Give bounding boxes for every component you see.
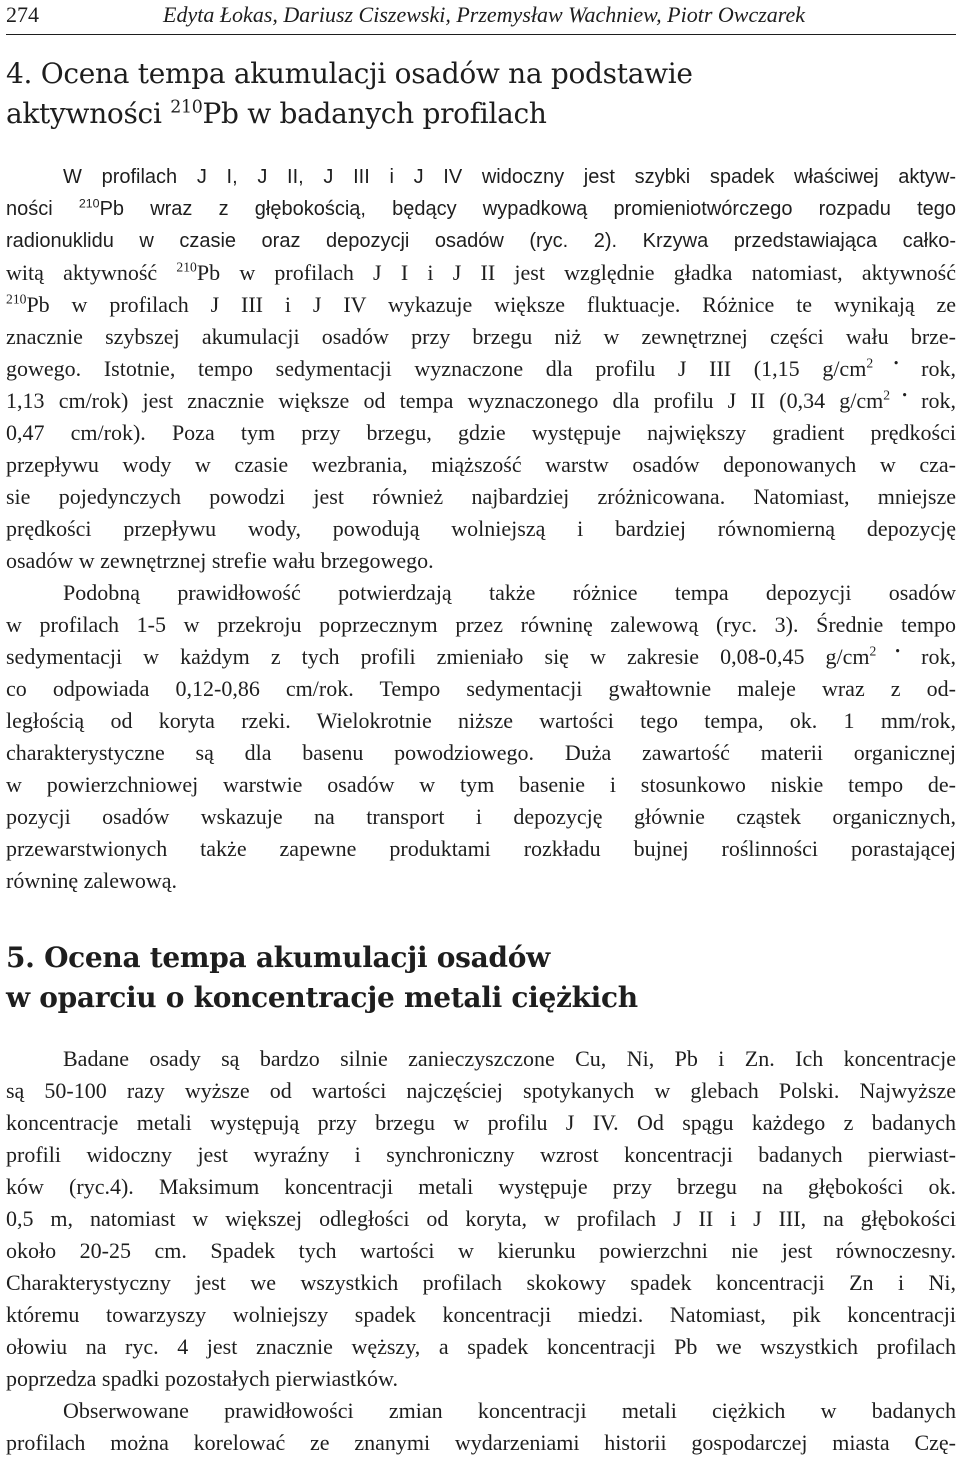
text-line: osadów w zewnętrznej strefie wału brzegowego. <box>6 548 434 573</box>
text-line: ołowiu na ryc. 4 jest znacznie węższy, a spadek koncentracji Pb we wszystkich profilach <box>6 1334 956 1359</box>
section-4-title-line-2-pre: aktywności <box>6 97 171 130</box>
running-header <box>6 0 956 30</box>
running-header-authors: Edyta Łokas, Dariusz Ciszewski, Przemysław Wachniew, Piotr Owczarek <box>163 2 806 27</box>
section-4-title-line-2-post: Pb w badanych profilach <box>202 97 547 130</box>
section-4-title-sup: 210 <box>170 97 203 118</box>
text-line: prędkości przepływu wody, powodują wolniejszą i bardziej równomierną depozycję <box>6 516 956 541</box>
text-line: profilach można korelować ze znanymi wydarzeniami historii gospodarczej miasta Czę- <box>6 1430 956 1455</box>
text-line: Badane osady są bardzo silnie zanieczyszczone Cu, Ni, Pb i Zn. Ich koncentracje <box>63 1046 956 1071</box>
text-line: Charakterystyczny jest we wszystkich profilach skokowy spadek koncentracji Zn i Ni, <box>6 1270 956 1295</box>
text-line: 1,13 cm/rok) jest znacznie większe od tempa wyznaczonego dla profilu J II (0,34 $g/cm^{2 •}$ rok, <box>6 387 956 413</box>
text-line: w profilach 1-5 w przekroju poprzecznym przez równinę zalewową (ryc. 3). Średnie tempo <box>6 612 956 637</box>
header-rule <box>6 34 956 35</box>
text-line: 0,5 m, natomiast w większej odległości od koryta, w profilach J II i J III, na głębokości <box>6 1206 956 1231</box>
text-line: W profilach J I, J II, J III i J IV widoczny jest szybki spadek właściwej aktyw- <box>63 166 956 188</box>
text-line: profili widoczny jest wyraźny i synchroniczny wzrost koncentracji badanych pierwiast- <box>6 1142 956 1167</box>
text-line: ległością od koryta rzeki. Wielokrotnie niższe wartości tego tempa, ok. 1 mm/rok, <box>6 708 956 733</box>
text-line: przepływu wody w czasie wezbrania, miąższość warstw osadów deponowanych w cza- <box>6 452 956 477</box>
text-line: znacznie szybszej akumulacji osadów przy brzegu niż w zewnętrznej części wału brze- <box>6 324 956 349</box>
text-line: Podobną prawidłowość potwierdzają także różnice tempa depozycji osadów <box>63 580 956 605</box>
text-line: gowego. Istotnie, tempo sedymentacji wyznaczone dla profilu J III (1,15 $g/cm^{2 •}$ rok, <box>6 355 956 381</box>
document-page <box>6 0 956 1466</box>
text-line: radionuklidu w czasie oraz depozycji osadów (ryc. 2). Krzywa przedstawiająca całko- <box>6 230 956 252</box>
text-line: $^{210}$Pb w profilach J III i J IV wykazuje większe fluktuacje. Różnice te wynikają ze <box>6 291 956 317</box>
text-line: ności $^{210}$Pb wraz z głębokością, będący wypadkową promieniotwórczego rozpadu tego <box>6 196 957 220</box>
text-line: przewarstwionych także zapewne produktami rozkładu bujnej roślinności porastającej <box>6 836 956 861</box>
text-line: są 50-100 razy wyższe od wartości najczęściej spotykanych w glebach Polski. Najwyższe <box>6 1078 956 1103</box>
text-line: co odpowiada 0,12-0,86 cm/rok. Tempo sedymentacji gwałtownie maleje wraz z od- <box>6 676 956 701</box>
page-number: 274 <box>6 2 39 27</box>
text-line: 0,47 cm/rok). Poza tym przy brzegu, gdzie występuje największy gradient prędkości <box>6 420 956 445</box>
text-line: równinę zalewową. <box>6 868 178 893</box>
text-line: sie pojedynczych powodzi jest również najbardziej zróżnicowana. Natomiast, mniejsze <box>6 484 956 509</box>
section-5-title-line-2: w oparciu o koncentracje metali ciężkich <box>6 981 638 1014</box>
text-line: witą aktywność $^{210}$Pb w profilach J I i J II jest względnie gładka natomiast, aktywność <box>6 259 956 285</box>
text-line: koncentracje metali występują przy brzegu w profilu J IV. Od spągu każdego z badanych <box>6 1110 956 1135</box>
text-line: któremu towarzyszy wolniejszy spadek koncentracji miedzi. Natomiast, pik koncentracji <box>6 1302 956 1327</box>
text-line: Obserwowane prawidłowości zmian koncentracji metali ciężkich w badanych <box>63 1398 956 1423</box>
text-line: pozycji osadów wskazuje na transport i depozycję głównie cząstek organicznych, <box>6 804 956 829</box>
text-line: ków (ryc.4). Maksimum koncentracji metali występuje przy brzegu na głębokości ok. <box>6 1174 956 1199</box>
section-4-title-line-1: 4. Ocena tempa akumulacji osadów na podstawie <box>6 57 693 90</box>
text-line: sedymentacji w każdym z tych profili zmieniało się w zakresie 0,08-0,45 $g/cm^{2 •}$ rok, <box>6 643 956 669</box>
text-line: w powierzchniowej warstwie osadów w tym basenie i stosunkowo niskie tempo de- <box>6 772 956 797</box>
text-line: charakterystyczne są dla basenu powodziowego. Duża zawartość materii organicznej <box>6 740 956 765</box>
section-4-title <box>6 54 693 134</box>
section-5-title <box>6 938 638 1018</box>
text-line: poprzedza spadki pozostałych pierwiastków. <box>6 1366 399 1391</box>
text-line: około 20-25 cm. Spadek tych wartości w kierunku powierzchni nie jest równoczesny. <box>6 1238 956 1263</box>
section-5-title-line-1: 5. Ocena tempa akumulacji osadów <box>6 941 550 974</box>
